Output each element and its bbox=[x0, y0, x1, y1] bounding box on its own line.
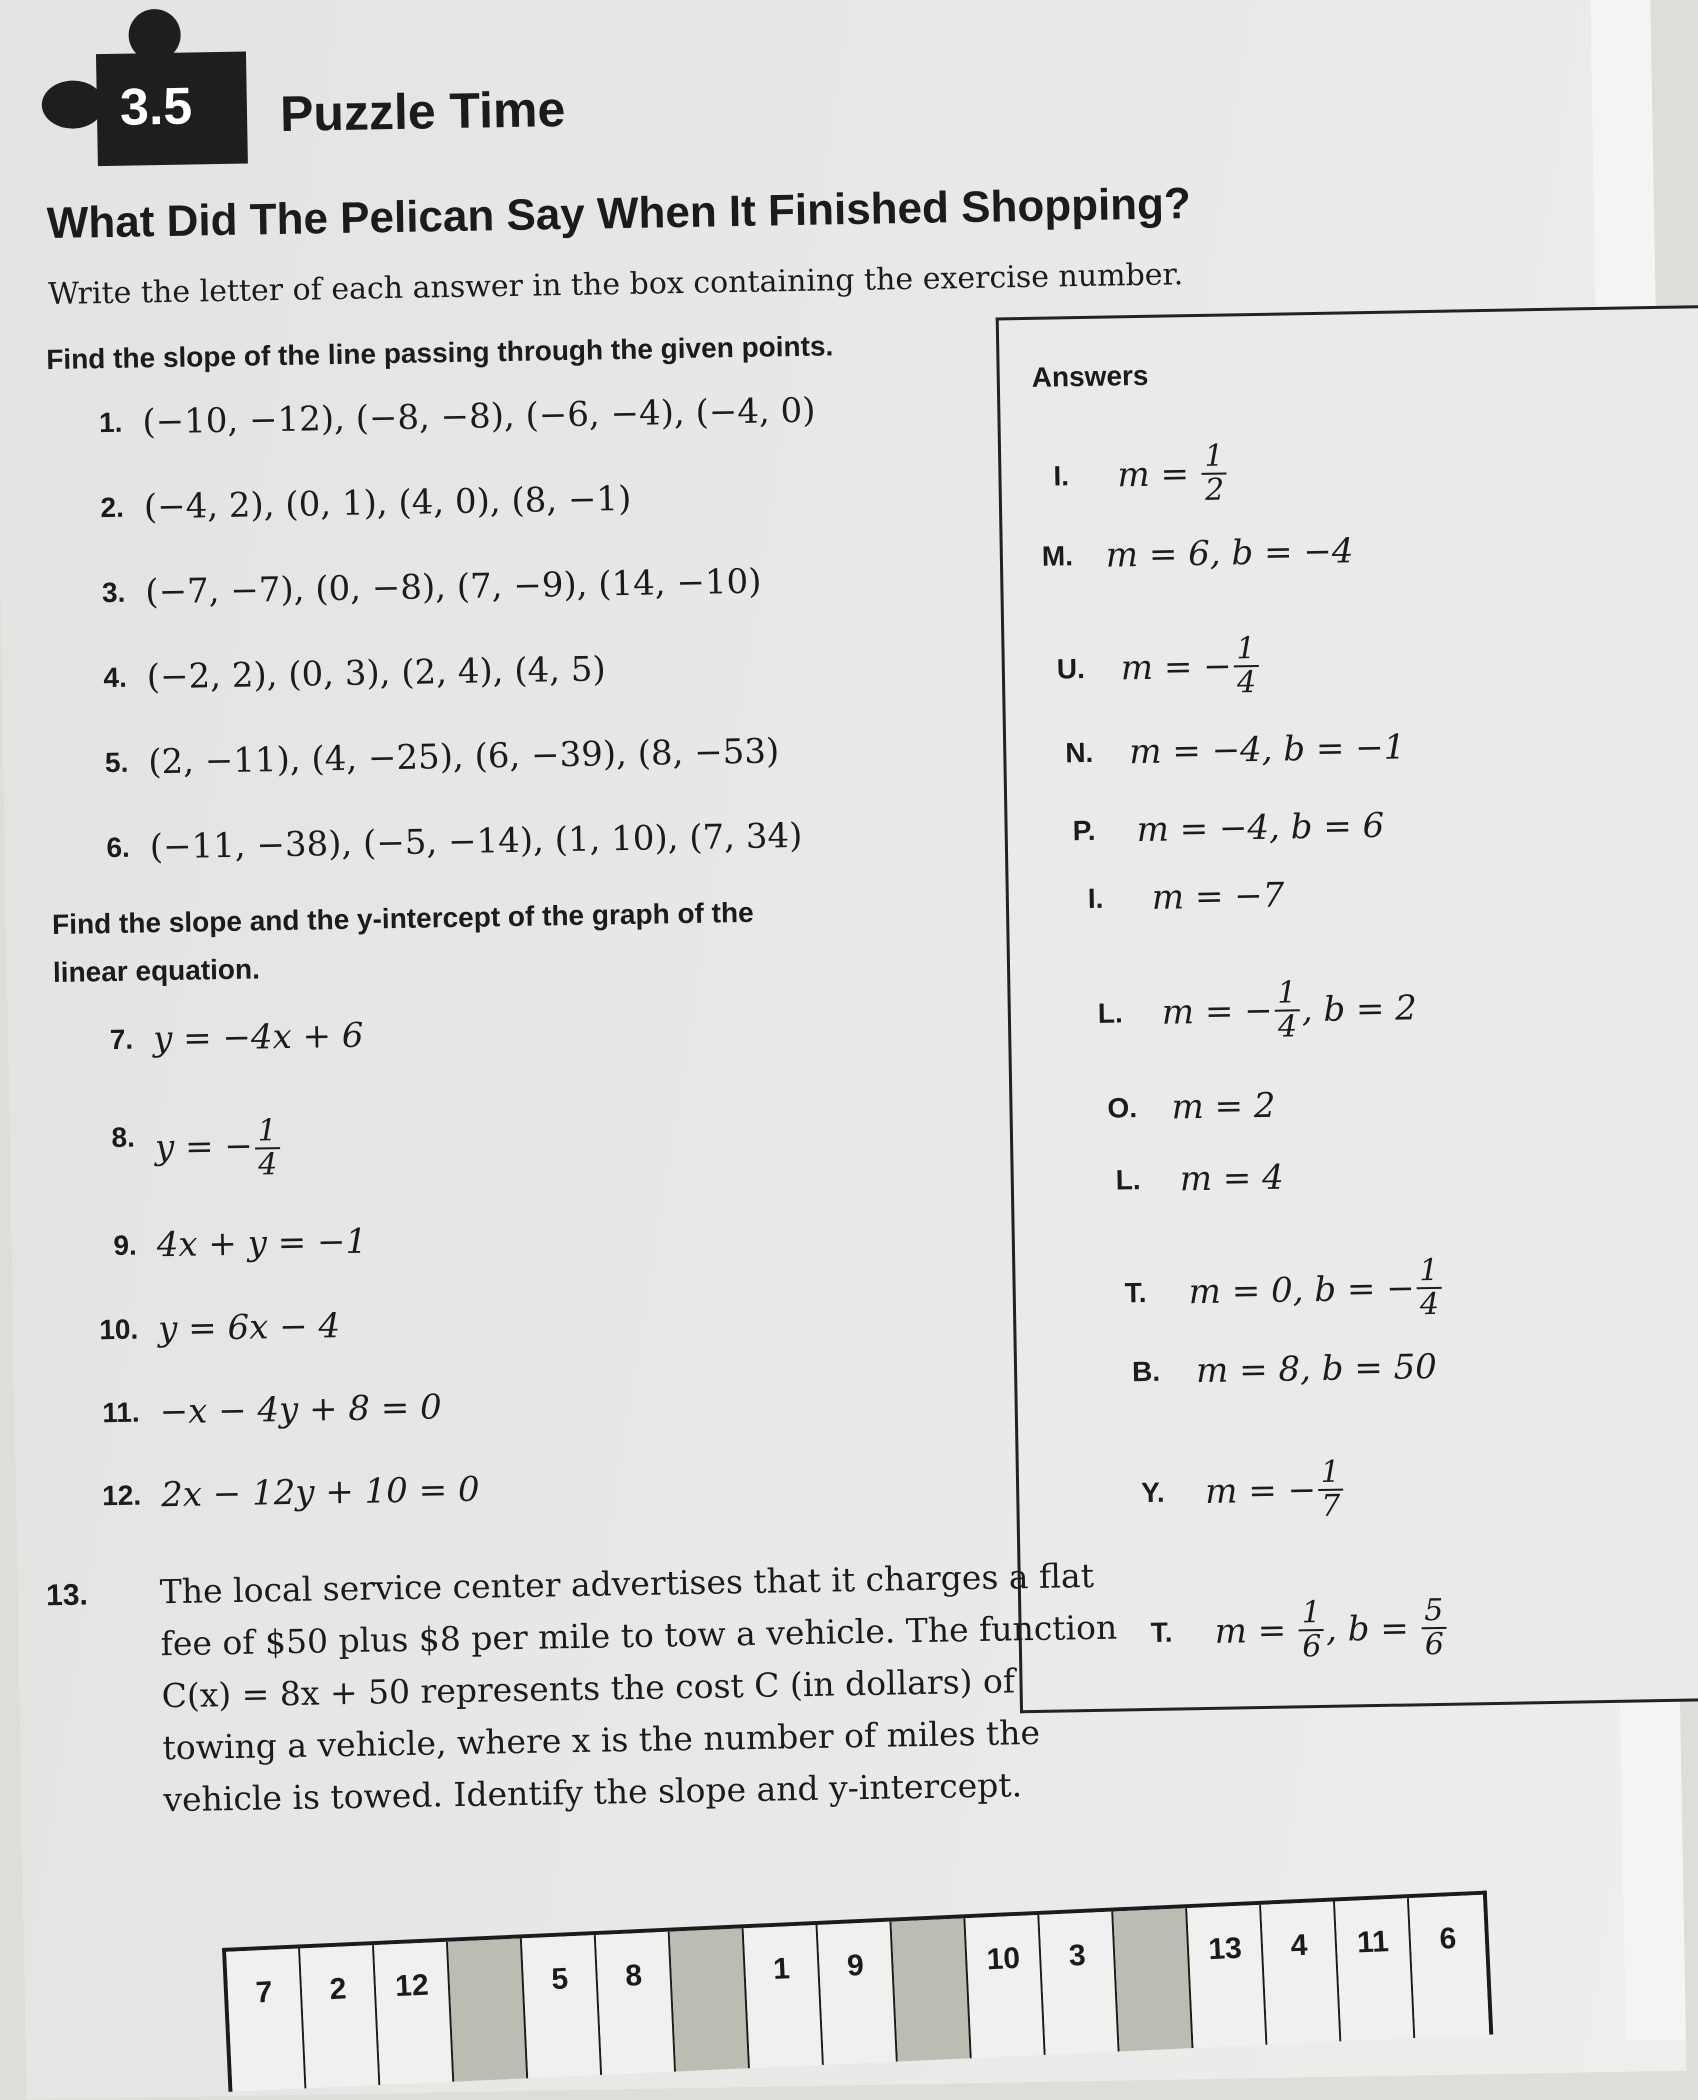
exercise-equation bbox=[155, 1115, 283, 1182]
word-problem-line: vehicle is towed. Identify the slope and y-intercept. bbox=[163, 1765, 1023, 1820]
answer-strip-cell[interactable]: 12 bbox=[374, 1942, 454, 2085]
answer-strip-cell[interactable]: 4 bbox=[1261, 1901, 1341, 2044]
numerator: 1 bbox=[254, 1115, 280, 1149]
answer-option bbox=[1088, 876, 1285, 919]
answer-option bbox=[1107, 1086, 1276, 1129]
answer-strip-blank-cell[interactable] bbox=[891, 1918, 971, 2061]
exercise-number: 4. bbox=[103, 661, 128, 694]
puzzle-piece-knob bbox=[41, 80, 104, 129]
answer-text: m = bbox=[1117, 453, 1201, 495]
denominator: 6 bbox=[1424, 1626, 1445, 1662]
answer-text: m = −4, b = −1 bbox=[1128, 727, 1406, 773]
answer-expression bbox=[1188, 1252, 1444, 1324]
word-problem-line: The local service center advertises that it charges a flat bbox=[159, 1555, 1095, 1612]
fraction bbox=[1421, 1592, 1447, 1662]
answer-option bbox=[1124, 1252, 1444, 1326]
exercise-number: 5. bbox=[104, 746, 129, 779]
exercise-equation bbox=[153, 1016, 364, 1060]
answer-letter: B. bbox=[1131, 1355, 1161, 1388]
exercise-points: (−10, −12), (−8, −8), (−6, −4), (−4, 0) bbox=[142, 390, 816, 443]
numerator: 5 bbox=[1421, 1595, 1447, 1629]
answer-expression bbox=[1120, 633, 1261, 700]
answer-strip-cell[interactable]: 6 bbox=[1409, 1895, 1489, 2038]
answer-letter: O. bbox=[1107, 1092, 1138, 1124]
answer-expression bbox=[1117, 440, 1230, 507]
part1-heading: Find the slope of the line passing through the given points. bbox=[46, 330, 834, 376]
answer-option bbox=[1056, 633, 1261, 702]
fraction bbox=[1298, 1597, 1324, 1662]
exercise-number: 11. bbox=[102, 1396, 140, 1429]
answer-text: m = − bbox=[1161, 990, 1274, 1033]
exercise-number: 1. bbox=[98, 406, 123, 439]
answer-letter: I. bbox=[1053, 459, 1070, 492]
answer-expression bbox=[1106, 531, 1354, 575]
answer-letter: T. bbox=[1150, 1616, 1173, 1648]
exercise-number: 10. bbox=[99, 1313, 139, 1346]
fraction bbox=[1233, 633, 1259, 698]
equation-text: 2x − 12y + 10 = 0 bbox=[160, 1469, 480, 1516]
answer-strip-cell[interactable]: 10 bbox=[965, 1915, 1045, 2058]
fraction bbox=[1274, 975, 1300, 1045]
answer-strip-blank-cell[interactable] bbox=[1113, 1908, 1193, 2051]
exercise-number: 9. bbox=[113, 1229, 138, 1262]
answer-text: m = 4 bbox=[1179, 1157, 1285, 1200]
answer-expression bbox=[1171, 1086, 1276, 1128]
answer-option bbox=[1150, 1592, 1449, 1665]
denominator: 6 bbox=[1301, 1628, 1322, 1664]
answer-expression bbox=[1161, 975, 1417, 1044]
answer-letter: T. bbox=[1124, 1276, 1147, 1308]
denominator: 4 bbox=[1236, 664, 1257, 700]
part2-heading: Find the slope and the y-intercept of the graph of the bbox=[51, 896, 754, 941]
answer-strip-cell[interactable]: 5 bbox=[522, 1935, 602, 2078]
answer-expression bbox=[1151, 876, 1284, 918]
answer-strip-cell[interactable]: 3 bbox=[1039, 1912, 1119, 2055]
exercise-equation bbox=[159, 1387, 442, 1432]
answer-expression bbox=[1136, 806, 1384, 850]
answer-strip-cell[interactable]: 8 bbox=[596, 1932, 676, 2075]
answer-letter: U. bbox=[1056, 652, 1086, 684]
answer-option bbox=[1072, 806, 1384, 851]
answer-letter: P. bbox=[1072, 814, 1096, 847]
answer-expression bbox=[1214, 1592, 1449, 1664]
fraction bbox=[1317, 1454, 1343, 1524]
answer-text: m = 2 bbox=[1171, 1085, 1276, 1128]
answer-letter: L. bbox=[1115, 1164, 1141, 1196]
equation-text: −x − 4y + 8 = 0 bbox=[159, 1387, 443, 1433]
instructions: Write the letter of each answer in the box containing the exercise number. bbox=[47, 257, 1184, 313]
answer-strip-cell[interactable]: 13 bbox=[1187, 1905, 1267, 2048]
answer-expression bbox=[1129, 727, 1406, 772]
answer-text: m = 0, b = − bbox=[1188, 1267, 1415, 1312]
word-problem-line: fee of $50 plus $8 per mile to tow a vehicle. The function bbox=[160, 1607, 1118, 1664]
word-problem-line: towing a vehicle, where x is the number of miles the bbox=[162, 1712, 1041, 1768]
denominator: 4 bbox=[257, 1146, 278, 1182]
answer-text: m = 6, b = −4 bbox=[1105, 531, 1354, 576]
exercise-number: 2. bbox=[100, 491, 125, 524]
numerator: 1 bbox=[1298, 1597, 1324, 1631]
exercise-number: 7. bbox=[109, 1023, 134, 1056]
answer-expression bbox=[1196, 1347, 1437, 1391]
exercise-number: 8. bbox=[111, 1121, 136, 1154]
answer-option bbox=[1053, 440, 1230, 508]
answer-expression bbox=[1204, 1454, 1346, 1524]
equation-text: y = −4x + 6 bbox=[152, 1015, 364, 1060]
answer-strip-cell[interactable]: 1 bbox=[744, 1925, 824, 2068]
exercise-points: (−11, −38), (−5, −14), (1, 10), (7, 34) bbox=[149, 815, 803, 868]
numerator: 1 bbox=[1317, 1457, 1343, 1491]
numerator: 1 bbox=[1274, 977, 1300, 1011]
answer-strip-cell[interactable]: 2 bbox=[300, 1945, 380, 2088]
denominator: 7 bbox=[1321, 1488, 1341, 1524]
answer-text-post: , b = 2 bbox=[1301, 987, 1418, 1030]
answer-text: m = −4, b = 6 bbox=[1136, 805, 1385, 851]
section-number: 3.5 bbox=[119, 77, 193, 137]
denominator: 2 bbox=[1204, 472, 1225, 508]
answer-strip-blank-cell[interactable] bbox=[670, 1928, 750, 2071]
answer-option bbox=[1115, 1158, 1284, 1201]
exercise-points: (−4, 2), (0, 1), (4, 0), (8, −1) bbox=[143, 478, 632, 528]
answer-strip-cell[interactable]: 7 bbox=[226, 1948, 306, 2091]
answer-text: m = − bbox=[1120, 645, 1233, 688]
fraction bbox=[1201, 438, 1227, 508]
answer-letter: M. bbox=[1041, 540, 1074, 572]
word-problem-line: C(x) = 8x + 50 represents the cost C (in dollars) of bbox=[161, 1661, 1016, 1716]
fraction bbox=[254, 1115, 280, 1180]
answer-option bbox=[1097, 975, 1417, 1046]
answer-option bbox=[1140, 1454, 1346, 1526]
answer-letter: Y. bbox=[1140, 1476, 1165, 1508]
exercise-points: (2, −11), (4, −25), (6, −39), (8, −53) bbox=[147, 731, 780, 783]
equation-text: y = 6x − 4 bbox=[157, 1306, 341, 1350]
numerator: 1 bbox=[1201, 440, 1227, 474]
exercise-number: 12. bbox=[101, 1479, 142, 1512]
equation-text: y = − bbox=[154, 1126, 254, 1168]
answer-strip-cell[interactable]: 9 bbox=[818, 1922, 898, 2065]
answer-letter: N. bbox=[1065, 736, 1094, 769]
page-title: What Did The Pelican Say When It Finished Shopping? bbox=[46, 179, 1192, 249]
answer-strip-blank-cell[interactable] bbox=[448, 1938, 528, 2081]
equation-text: 4x + y = −1 bbox=[156, 1221, 368, 1266]
denominator: 4 bbox=[1277, 1008, 1298, 1045]
answer-option bbox=[1132, 1347, 1437, 1392]
numerator: 1 bbox=[1233, 633, 1259, 667]
answer-option bbox=[1042, 531, 1354, 576]
answer-text: m = bbox=[1214, 1609, 1298, 1652]
answer-strip-cell[interactable]: 11 bbox=[1335, 1898, 1415, 2041]
answers-heading: Answers bbox=[1031, 359, 1149, 393]
fraction bbox=[1416, 1252, 1442, 1322]
denominator: 4 bbox=[1419, 1286, 1440, 1322]
exercise-equation bbox=[161, 1470, 480, 1516]
exercise-13-number: 13. bbox=[45, 1578, 89, 1613]
answer-option bbox=[1065, 727, 1406, 773]
exercise-equation bbox=[156, 1222, 367, 1266]
exercise-points: (−2, 2), (0, 3), (2, 4), (4, 5) bbox=[146, 649, 607, 698]
section-title: Puzzle Time bbox=[279, 80, 566, 142]
answer-text: m = − bbox=[1204, 1469, 1317, 1512]
answer-text: m = 8, b = 50 bbox=[1195, 1346, 1438, 1392]
exercise-number: 3. bbox=[101, 576, 126, 609]
answer-letter: I. bbox=[1087, 882, 1104, 914]
answer-expression bbox=[1179, 1158, 1284, 1200]
exercise-number: 6. bbox=[106, 831, 131, 864]
answer-text-post: , b = bbox=[1325, 1607, 1420, 1650]
part2-heading-2: linear equation. bbox=[52, 953, 261, 989]
exercise-equation bbox=[158, 1306, 341, 1349]
answer-letter: L. bbox=[1097, 996, 1124, 1029]
numerator: 1 bbox=[1416, 1255, 1442, 1289]
exercise-points: (−7, −7), (0, −8), (7, −9), (14, −10) bbox=[145, 561, 762, 613]
answer-text: m = −7 bbox=[1151, 875, 1285, 918]
